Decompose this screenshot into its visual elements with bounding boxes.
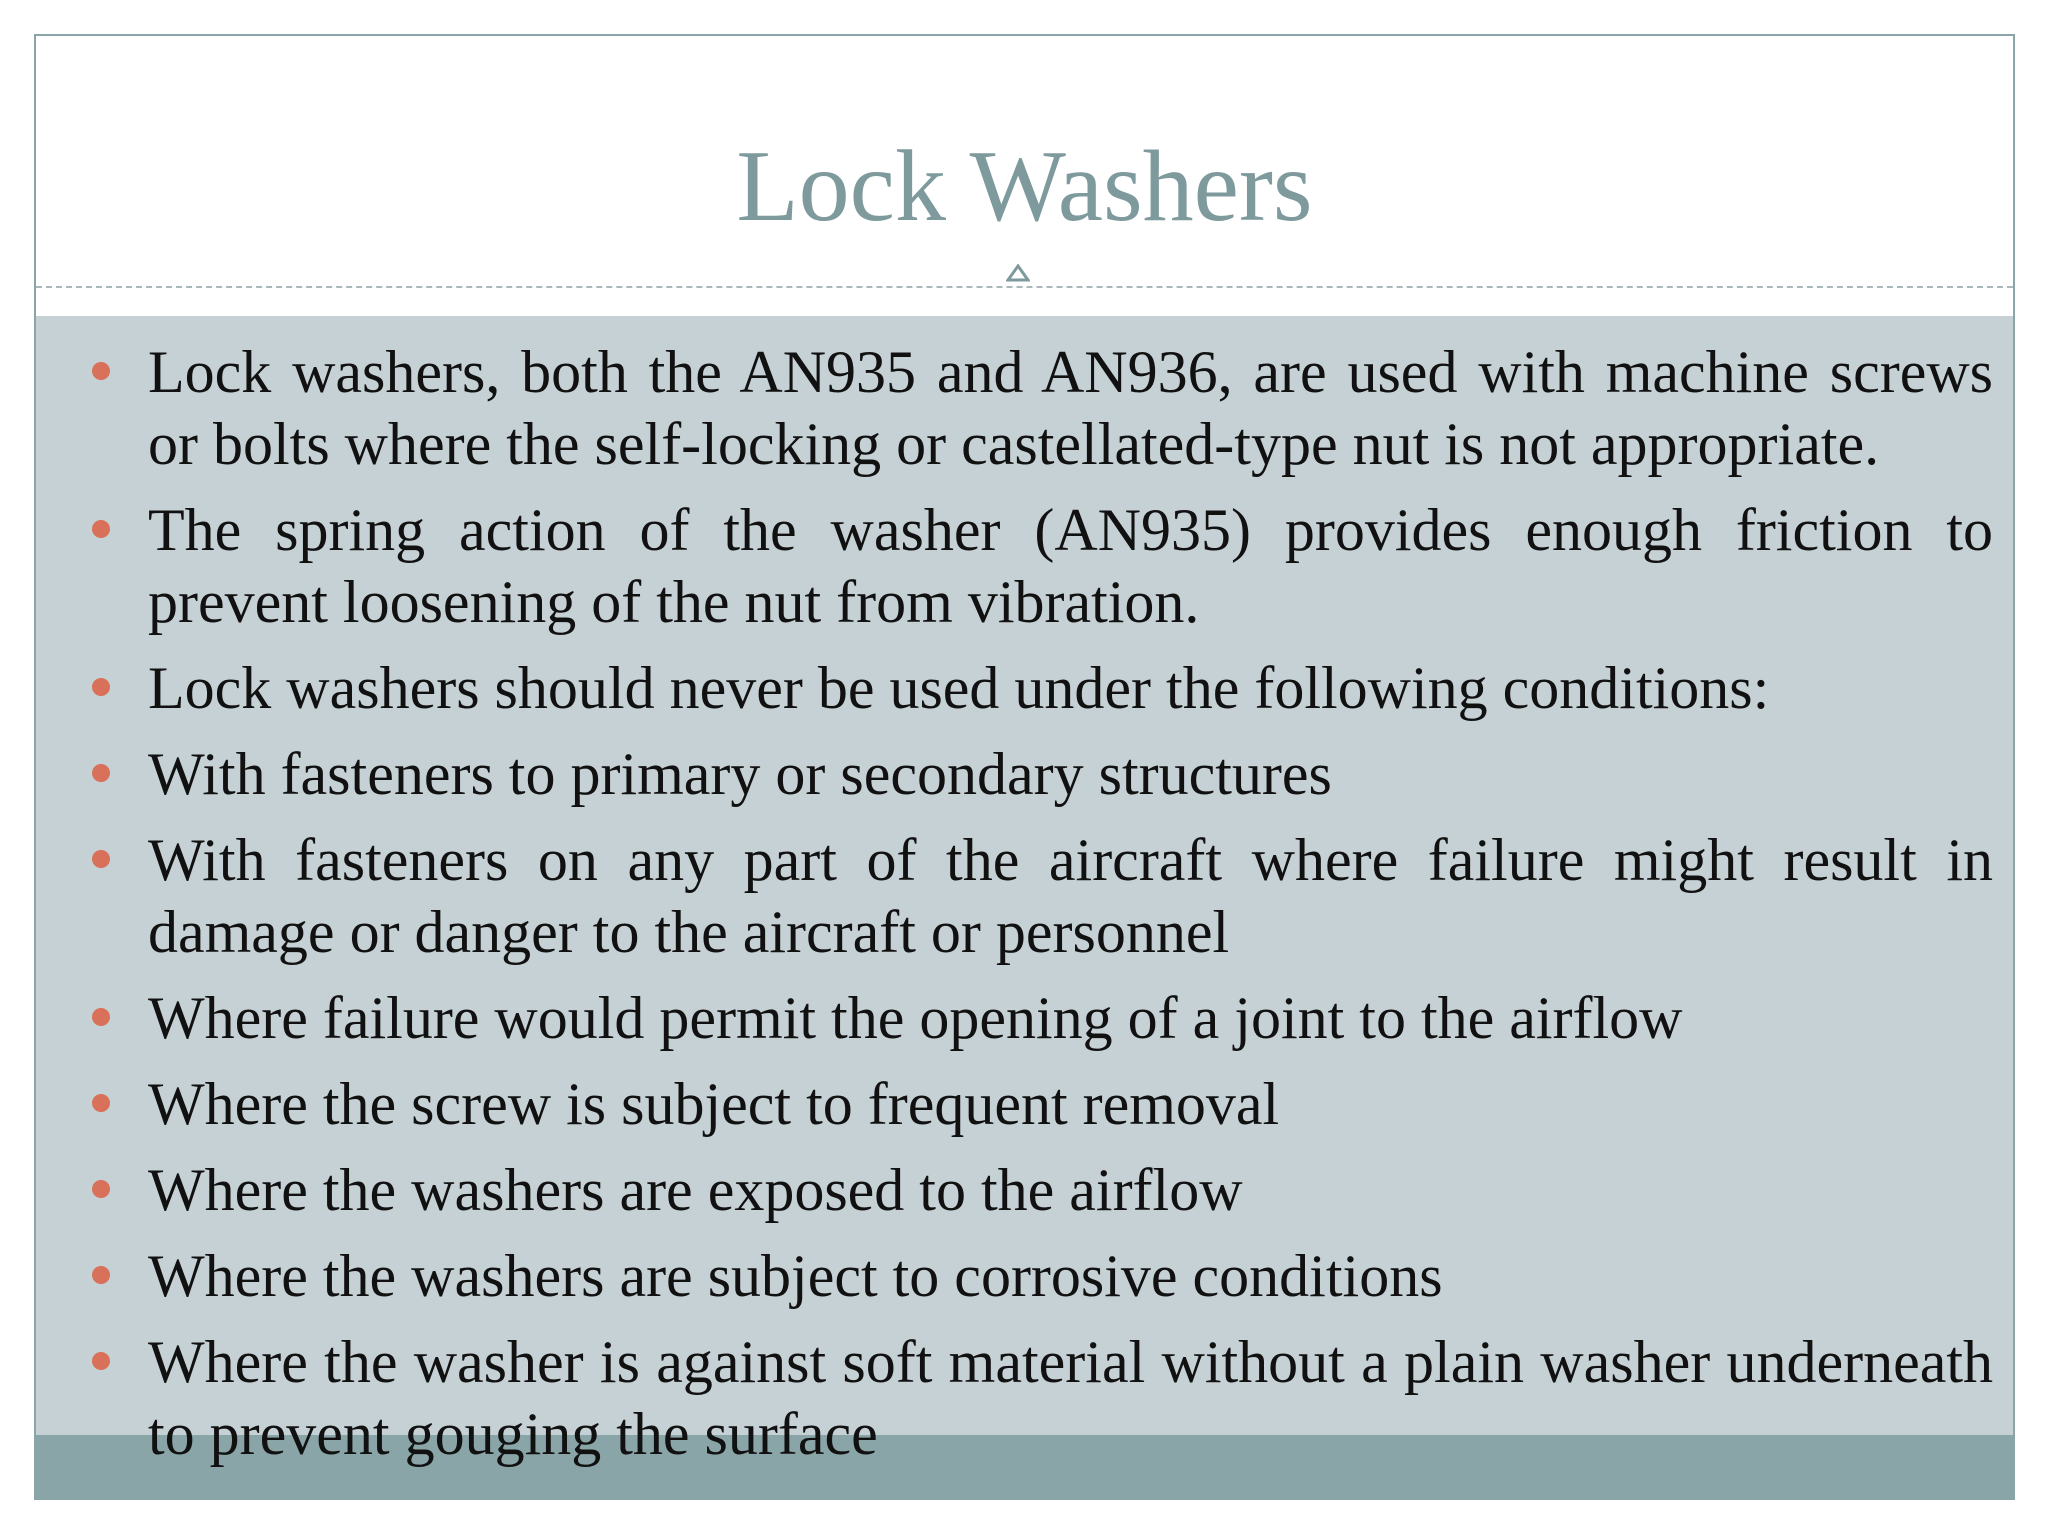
slide-title: Lock Washers xyxy=(736,130,1313,243)
bullet-text: The spring action of the washer (AN935) provides enough friction to prevent loosening of the nut from vibration. xyxy=(148,497,1993,635)
bullet-list xyxy=(36,336,2013,1484)
bullet-dot-icon xyxy=(92,1266,110,1284)
slide xyxy=(34,34,2015,1500)
bullet-text: With fasteners on any part of the aircraft where failure might result in damage or danger to the aircraft or personnel xyxy=(148,827,1993,965)
bullet-text: Where the washers are subject to corrosive conditions xyxy=(148,1243,1443,1309)
bullet-dot-icon xyxy=(92,520,110,538)
bullet-text: Where the screw is subject to frequent removal xyxy=(148,1071,1280,1137)
bullet-dot-icon xyxy=(92,850,110,868)
bullet-text: Where failure would permit the opening of a joint to the airflow xyxy=(148,985,1683,1051)
bullet-dot-icon xyxy=(92,1008,110,1026)
bullet-dot-icon xyxy=(92,1352,110,1370)
list-item xyxy=(36,982,2013,1054)
bullet-text: With fasteners to primary or secondary structures xyxy=(148,741,1332,807)
bullet-dot-icon xyxy=(92,678,110,696)
bullet-text: Lock washers should never be used under the following conditions: xyxy=(148,655,1770,721)
bullet-text: Where the washers are exposed to the airflow xyxy=(148,1157,1243,1223)
list-item xyxy=(36,652,2013,724)
list-item xyxy=(36,336,2013,480)
bullet-text: Lock washers, both the AN935 and AN936, are used with machine screws or bolts where the self-locking or castellated-type nut is not appropriate. xyxy=(148,339,1993,477)
bullet-dot-icon xyxy=(92,764,110,782)
list-item xyxy=(36,1154,2013,1226)
bullet-text: Where the washer is against soft material without a plain washer underneath to prevent gouging the surface xyxy=(148,1329,1993,1467)
list-item xyxy=(36,1240,2013,1312)
list-item xyxy=(36,1068,2013,1140)
list-item xyxy=(36,494,2013,638)
bullet-dot-icon xyxy=(92,1180,110,1198)
bullet-dot-icon xyxy=(92,1094,110,1112)
list-item xyxy=(36,1326,2013,1470)
list-item xyxy=(36,824,2013,968)
title-divider xyxy=(36,286,2013,288)
list-item xyxy=(36,738,2013,810)
bullet-dot-icon xyxy=(92,362,110,380)
